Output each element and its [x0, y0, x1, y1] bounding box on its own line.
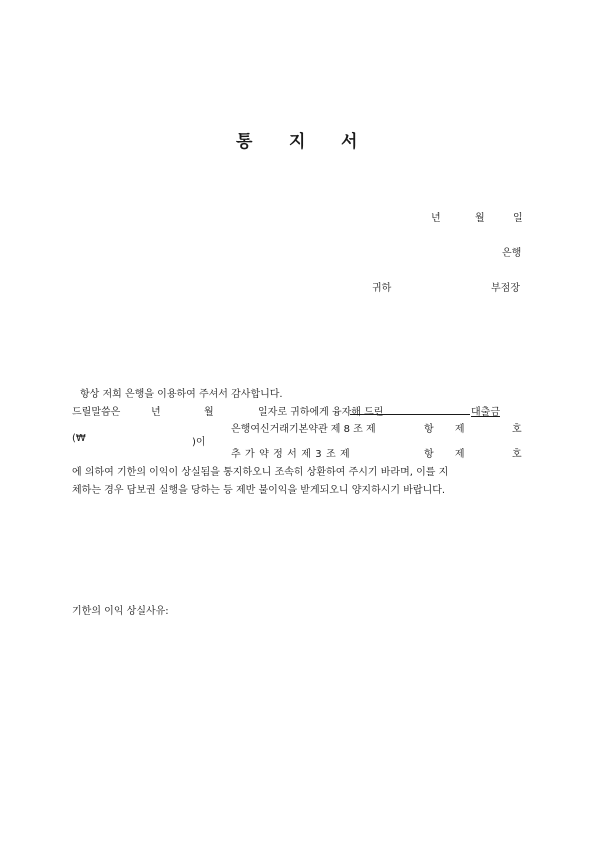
- recipient-honorific: 귀하: [372, 283, 392, 294]
- loan-type: 대출금: [471, 407, 500, 418]
- currency-open: (₩: [72, 433, 86, 444]
- currency-close: )이: [192, 437, 206, 448]
- clause-basic-terms: 은행여신거래기본약관 제 8 조 제: [231, 424, 376, 435]
- clause-additional-ho: 호: [512, 449, 522, 460]
- notice-paragraph-line-2: 체하는 경우 담보권 실행을 당하는 등 제반 불이익을 받게되오니 양지하시기 바랍니다.: [72, 485, 446, 496]
- clause-additional-agreement: 추 가 약 정 서 제 3 조 제: [231, 449, 351, 460]
- loan-year: 년: [151, 407, 161, 418]
- clause-basic-ho: 호: [512, 424, 522, 435]
- document-title-2: [289, 127, 306, 152]
- clause-basic-hang: 항 제: [424, 424, 474, 435]
- document-title-3: [341, 127, 358, 152]
- notice-paragraph-line-1: 에 의하여 기한의 이익이 상실됨을 통지하오니 조속히 상환하여 주시기 바라며, 이를 지: [72, 467, 449, 478]
- loan-month: 월: [204, 407, 214, 418]
- date-month: 월: [475, 213, 485, 224]
- date-year: 년: [431, 213, 441, 224]
- date-day: 일: [513, 213, 523, 224]
- title-char-3: 서: [341, 132, 359, 152]
- clause-additional-hang: 항 제: [424, 449, 474, 460]
- reason-label: 기한의 이익 상실사유:: [72, 606, 169, 617]
- document-title: [236, 127, 253, 152]
- title-char-1: 통: [236, 132, 254, 152]
- bank-label: 은행: [502, 248, 522, 259]
- loan-amount-blank: [350, 403, 470, 415]
- notice-prefix: 드릴말씀은: [72, 407, 121, 418]
- greeting-text: 항상 저희 은행을 이용하여 주셔서 감사합니다.: [80, 389, 283, 400]
- branch-manager-label: 부점장: [491, 283, 520, 294]
- loan-date-text: 일자로 귀하에게 융자해 드린: [258, 407, 384, 418]
- title-char-2: 지: [289, 132, 307, 152]
